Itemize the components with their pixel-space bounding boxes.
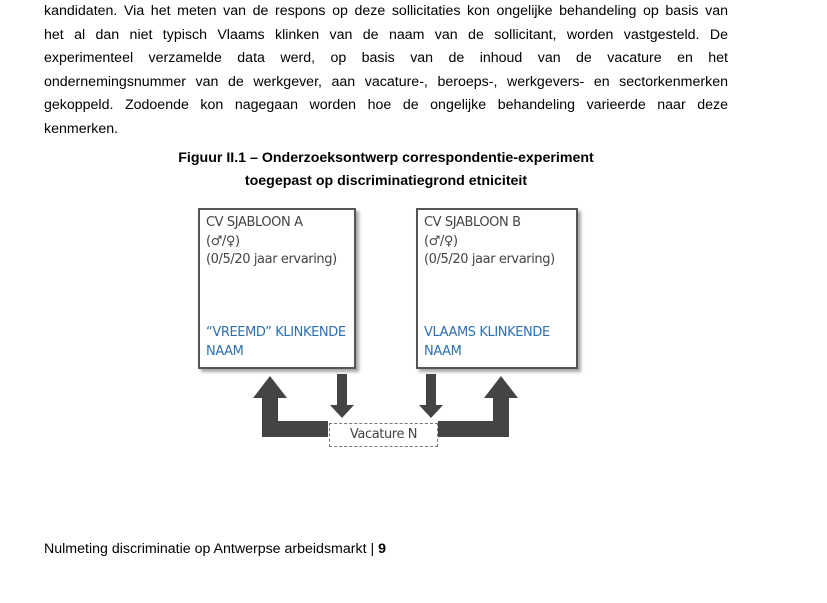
arrow-up-right xyxy=(438,376,518,437)
cv-b-name-line-2: NAAM xyxy=(424,343,462,359)
figure-title-line-2: toegepast op discriminatiegrond etniciteit xyxy=(244,173,528,189)
cv-template-b-box xyxy=(416,208,578,369)
cv-a-label: CV SJABLOON A xyxy=(206,215,303,230)
paragraph-line: het al dan niet typisch Vlaams klinken van de naam van de sollicitant, worden vastgesteld. De xyxy=(44,26,728,43)
arrow-down-left xyxy=(330,374,354,418)
paragraph-line: experimenteel verzamelde data werd, op basis van de inhoud van de vacature en het xyxy=(44,50,728,67)
paragraph-line: gekoppeld. Zodoende kon nagegaan worden hoe de ongelijke behandeling varieerde naar deze xyxy=(44,97,728,114)
paragraph-line: ondernemingsnummer van de werkgever, aan vacature-, beroeps-, werkgevers- en sectorkenmerken xyxy=(44,73,728,90)
cv-a-name-line-1: “VREEMD” KLINKENDE xyxy=(206,325,346,340)
cv-b-label: CV SJABLOON B xyxy=(424,215,521,230)
cv-b-experience: (0/5/20 jaar ervaring) xyxy=(424,252,555,267)
arrow-up-left xyxy=(253,376,328,437)
page-number: 9 xyxy=(378,541,386,557)
cv-template-a-box xyxy=(198,208,356,369)
cv-b-gender: (♂/♀) xyxy=(424,233,458,249)
arrow-down-right xyxy=(419,374,443,418)
cv-a-name-line-2: NAAM xyxy=(206,343,244,359)
cv-a-experience: (0/5/20 jaar ervaring) xyxy=(206,252,337,267)
figure-title-line-1: Figuur II.1 – Onderzoeksontwerp correspondentie-experiment xyxy=(178,150,594,166)
page-footer xyxy=(44,540,386,558)
footer-text: Nulmeting discriminatie op Antwerpse arbeidsmarkt | xyxy=(44,541,379,557)
paragraph-line: kenmerken. xyxy=(44,120,119,137)
vacancy-box: Vacature N xyxy=(329,423,438,447)
cv-b-name-line-1: VLAAMS KLINKENDE xyxy=(424,325,550,340)
paragraph-line: kandidaten. Via het meten van de respons op deze sollicitaties kon ongelijke behandeling op basis van xyxy=(44,3,728,19)
cv-a-gender: (♂/♀) xyxy=(206,233,240,249)
